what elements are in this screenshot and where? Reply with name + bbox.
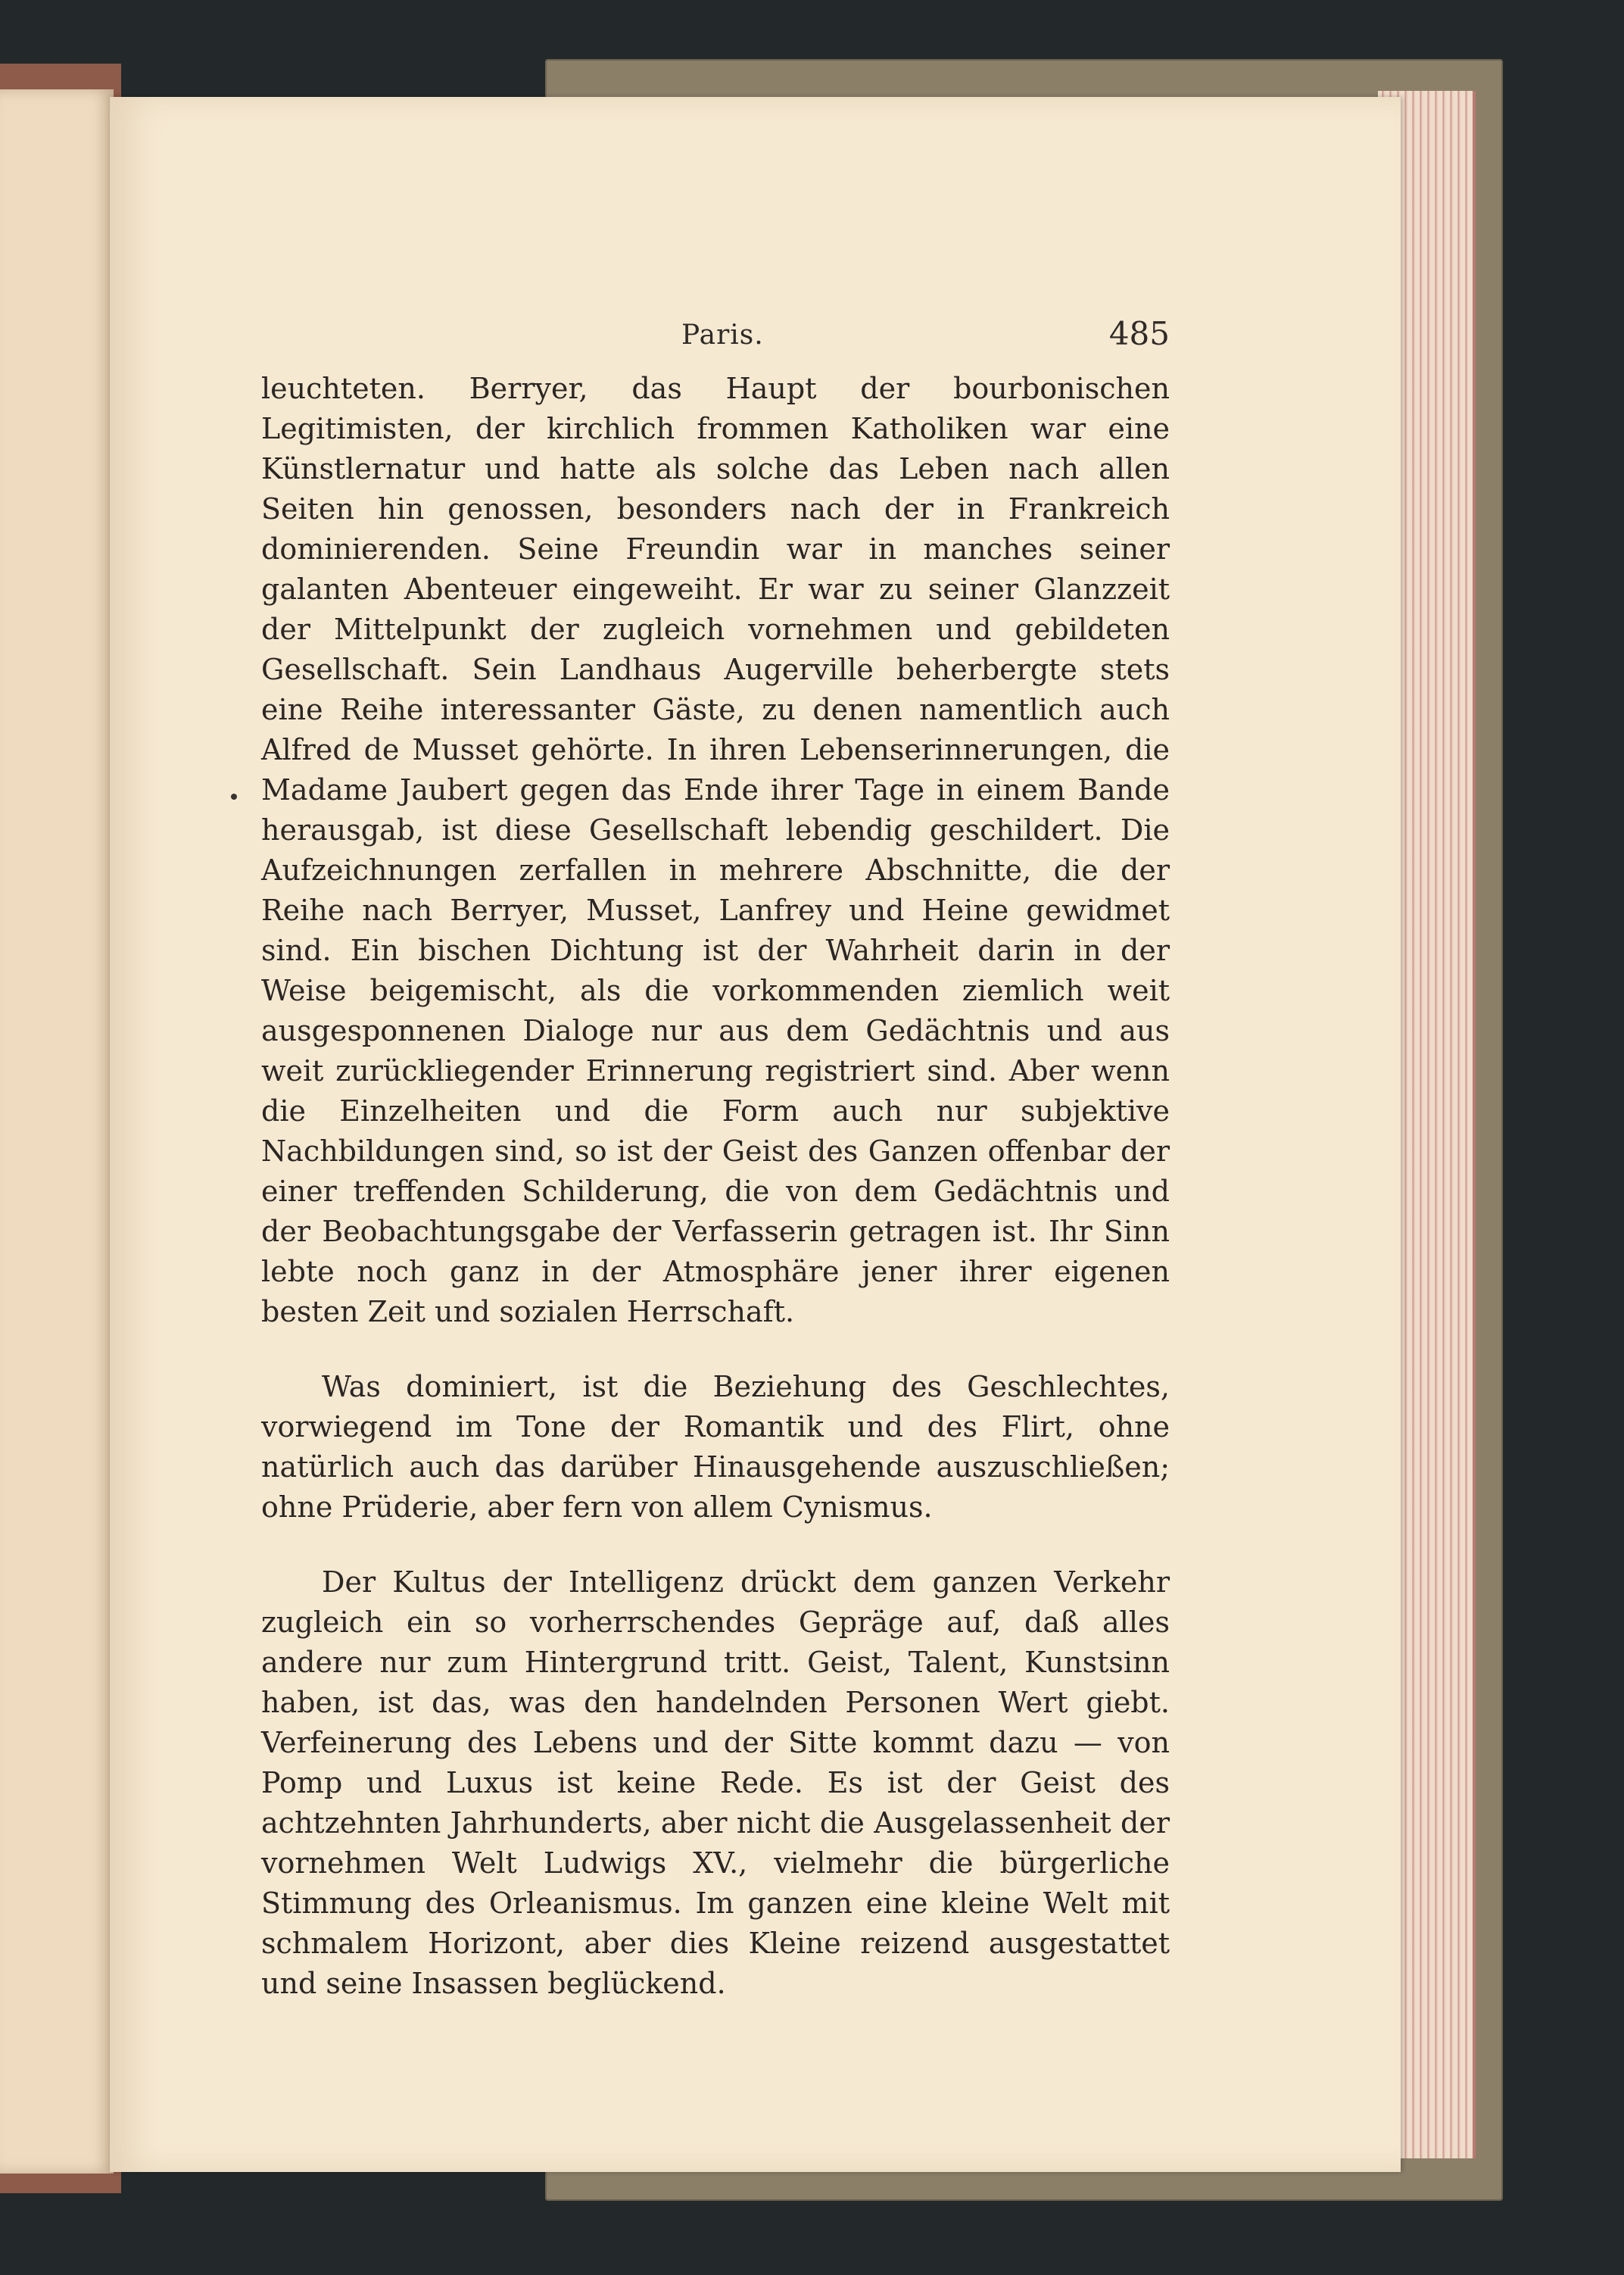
margin-mark xyxy=(231,794,237,800)
paragraph-1: leuchteten. Berryer, das Haupt der bourbonischen Legitimisten, der kirchlich frommen Katholiken war eine Künstlernatur und hatte als solche das Leben nach allen Seiten hin genossen, besonders nach der in Frankreich dominierenden. Seine Freundin war in manches seiner galanten Abenteuer eingeweiht. Er war zu seiner Glanzzeit der Mittelpunkt der zugleich vornehmen und gebildeten Gesellschaft. Sein Landhaus Augerville beherbergte stets eine Reihe interessanter Gäste, zu denen namentlich auch Alfred de Musset gehörte. In ihren Lebenserinnerungen, die Madame Jaubert gegen das Ende ihrer Tage in einem Bande herausgab, ist diese Gesellschaft lebendig geschildert. Die Aufzeichnungen zerfallen in mehrere Abschnitte, die der Reihe nach Berryer, Musset, Lanfrey und Heine gewidmet sind. Ein bischen Dichtung ist der Wahrheit darin in der Weise beigemischt, als die vorkommenden ziemlich weit ausgesponnenen Dialoge nur aus dem Gedächtnis und aus weit zurückliegender Erinnerung registriert sind. Aber wenn die Einzelheiten und die Form auch nur subjektive Nachbildungen sind, so ist der Geist des Ganzen offenbar der einer treffenden Schilderung, die von dem Gedächtnis und der Beobachtungsgabe der Verfasserin getragen ist. Ihr Sinn lebte noch ganz in der Atmosphäre jener ihrer eigenen besten Zeit und sozialen Herrschaft. xyxy=(261,372,1170,1328)
left-facing-page xyxy=(0,89,114,2174)
paragraph-3: Der Kultus der Intelligenz drückt dem ganzen Verkehr zugleich ein so vorherrschendes Gepräge auf, daß alles andere nur zum Hintergrund tritt. Geist, Talent, Kunstsinn haben, ist das, was den handelnden Personen Wert giebt. Verfeinerung des Lebens und der Sitte kommt dazu — von Pomp und Luxus ist keine Rede. Es ist der Geist des achtzehnten Jahrhunderts, aber nicht die Ausgelassenheit der vornehmen Welt Ludwigs XV., vielmehr die bürgerliche Stimmung des Orleanismus. Im ganzen eine kleine Welt mit schmalem Horizont, aber dies Kleine reizend ausgestattet und seine Insassen beglückend. xyxy=(261,1565,1170,2000)
paragraph-2: Was dominiert, ist die Beziehung des Geschlechtes, vorwiegend im Tone der Romantik und des Flirt, ohne natürlich auch das darüber Hinausgehende auszuschließen; ohne Prüderie, aber fern von allem Cynismus. xyxy=(261,1370,1170,1524)
body-text xyxy=(261,369,1170,2004)
page-number: 485 xyxy=(1108,315,1170,352)
running-head: Paris. xyxy=(681,320,764,351)
page-header xyxy=(261,309,1170,362)
